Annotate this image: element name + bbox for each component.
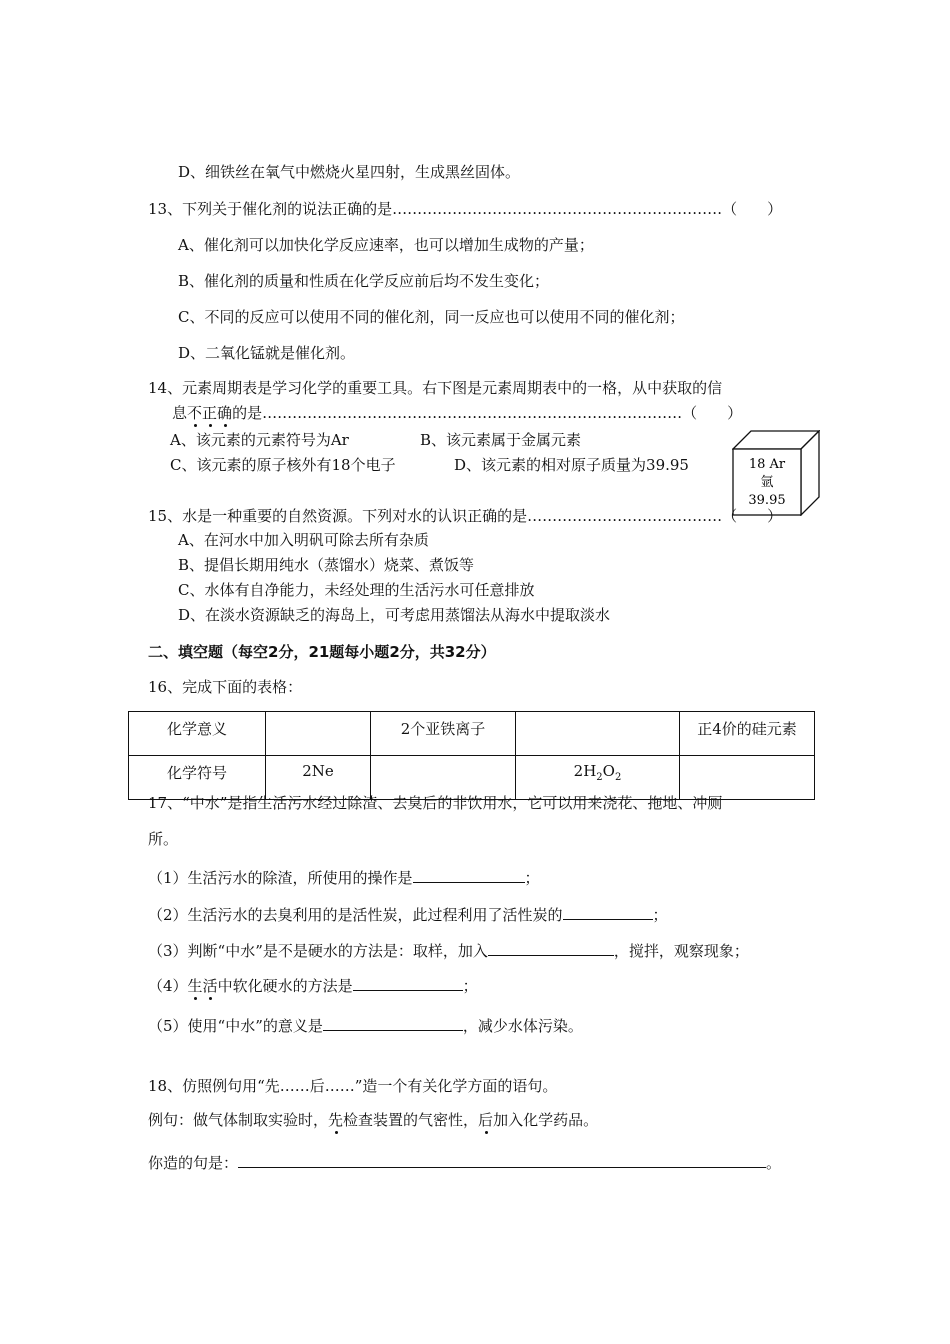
q17-part4-end: ； <box>462 977 478 995</box>
q15-option-b: B、提倡长期用纯水（蒸馏水）烧菜、煮饭等 <box>178 556 475 574</box>
answer-blank[interactable] <box>238 1151 766 1168</box>
q18-answer-label: 你造的句是： <box>148 1154 239 1172</box>
q18-example-text: 例句：做气体制取实验时， <box>148 1111 329 1129</box>
q13-stem: 13、下列关于催化剂的说法正确的是…………………………………………………………（ ） <box>148 200 783 218</box>
q17-stem-line1: 17、“中水”是指生活污水经过除渣、去臭后的非饮用水，它可以用来浇花、拖地、冲厕 <box>148 794 723 812</box>
emphasis-char: 后 <box>478 1111 494 1129</box>
q15-option-a: A、在河水中加入明矾可除去所有杂质 <box>178 531 429 549</box>
q13-option-b: B、催化剂的质量和性质在化学反应前后均不发生变化； <box>178 272 550 290</box>
q14-stem-line2 <box>172 403 742 423</box>
q18-answer <box>148 1151 781 1173</box>
cell-number-symbol: 18 Ar <box>748 457 786 472</box>
q17-part3-text: （3）判断“中水”是不是硬水的方法是：取样，加入 <box>148 942 488 960</box>
answer-blank[interactable] <box>563 903 653 920</box>
q17-stem-line2: 所。 <box>148 830 179 848</box>
cell-element-name: 氩 <box>760 475 774 490</box>
answer-blank[interactable] <box>488 939 614 956</box>
q17-part1 <box>148 866 540 888</box>
q18-answer-end: 。 <box>766 1154 782 1172</box>
q17-part1-end: ； <box>524 869 540 887</box>
q16-table <box>128 711 815 800</box>
answer-blank[interactable] <box>413 866 525 883</box>
q17-part5-end: ，减少水体污染。 <box>462 1017 583 1035</box>
emphasis-char: 正 <box>202 404 218 422</box>
q17-part3 <box>148 939 749 961</box>
q17-part2-text: （2）生活污水的去臭利用的是活性炭，此过程利用了活性炭的 <box>148 906 563 924</box>
q13-option-d: D、二氧化锰就是催化剂。 <box>178 344 356 362</box>
table-cell: $2H_2O_2$ <box>516 756 680 800</box>
emphasis-char: 生 <box>187 977 203 995</box>
table-cell: 化学意义 <box>129 712 266 756</box>
q13-option-c: C、不同的反应可以使用不同的催化剂，同一反应也可以使用不同的催化剂； <box>178 308 685 326</box>
q12-option-d: D、细铁丝在氧气中燃烧火星四射，生成黑丝固体。 <box>178 163 521 181</box>
q15-option-c: C、水体有自净能力，未经处理的生活污水可任意排放 <box>178 581 535 599</box>
q17-part2-end: ； <box>652 906 668 924</box>
table-row <box>129 712 815 756</box>
q14-stem-post: 的是…………………………………………………………………………（ ） <box>232 404 743 422</box>
periodic-table-cell-image <box>732 430 820 516</box>
table-cell: 2Ne <box>266 756 371 800</box>
emphasis-char: 确 <box>217 404 233 422</box>
answer-blank[interactable] <box>353 974 463 991</box>
q14-option-c: C、该元素的原子核外有18个电子 <box>170 456 396 474</box>
q17-part3-end: ，搅拌，观察现象； <box>613 942 749 960</box>
q17-part4 <box>148 974 478 996</box>
q17-part5-text: （5）使用“中水”的意义是 <box>148 1017 323 1035</box>
table-cell <box>516 712 680 756</box>
table-cell <box>266 712 371 756</box>
table-cell: 正4价的硅元素 <box>680 712 815 756</box>
q17-part4-text: （4） <box>148 977 188 995</box>
q18-example-mid: 检查装置的气密性， <box>343 1111 479 1129</box>
q14-option-b: B、该元素属于金属元素 <box>420 431 582 449</box>
emphasis-char: 活 <box>202 977 218 995</box>
q14-option-d: D、该元素的相对原子质量为39.95 <box>454 456 689 474</box>
table-cell: 化学符号 <box>129 756 266 800</box>
cell-atomic-mass: 39.95 <box>748 493 786 508</box>
q15-stem: 15、水是一种重要的自然资源。下列对水的认识正确的是…………………………………（ ） <box>148 507 783 525</box>
q17-part5 <box>148 1014 583 1036</box>
q14-stem-pre: 息 <box>172 404 188 422</box>
q15-option-d: D、在淡水资源缺乏的海岛上，可考虑用蒸馏法从海水中提取淡水 <box>178 606 611 624</box>
answer-blank[interactable] <box>323 1014 463 1031</box>
q18-example-end: 加入化学药品。 <box>493 1111 599 1129</box>
q17-part2 <box>148 903 668 925</box>
table-cell: 2个亚铁离子 <box>371 712 516 756</box>
q17-part1-text: （1）生活污水的除渣，所使用的操作是 <box>148 869 413 887</box>
section-title: 二、填空题（每空2分，21题每小题2分，共32分） <box>148 643 496 661</box>
q14-stem-line1: 14、元素周期表是学习化学的重要工具。右下图是元素周期表中的一格，从中获取的信 <box>148 379 723 397</box>
q18-example <box>148 1110 598 1130</box>
q17-part4-mid: 中软化硬水的方法是 <box>217 977 353 995</box>
q13-option-a: A、催化剂可以加快化学反应速率，也可以增加生成物的产量； <box>178 236 594 254</box>
emphasis-char: 先 <box>328 1111 344 1129</box>
q16-stem: 16、完成下面的表格： <box>148 678 303 696</box>
q18-stem: 18、仿照例句用“先……后……”造一个有关化学方面的语句。 <box>148 1077 558 1095</box>
q14-option-a: A、该元素的元素符号为Ar <box>170 431 349 449</box>
emphasis-char: 不 <box>187 404 203 422</box>
